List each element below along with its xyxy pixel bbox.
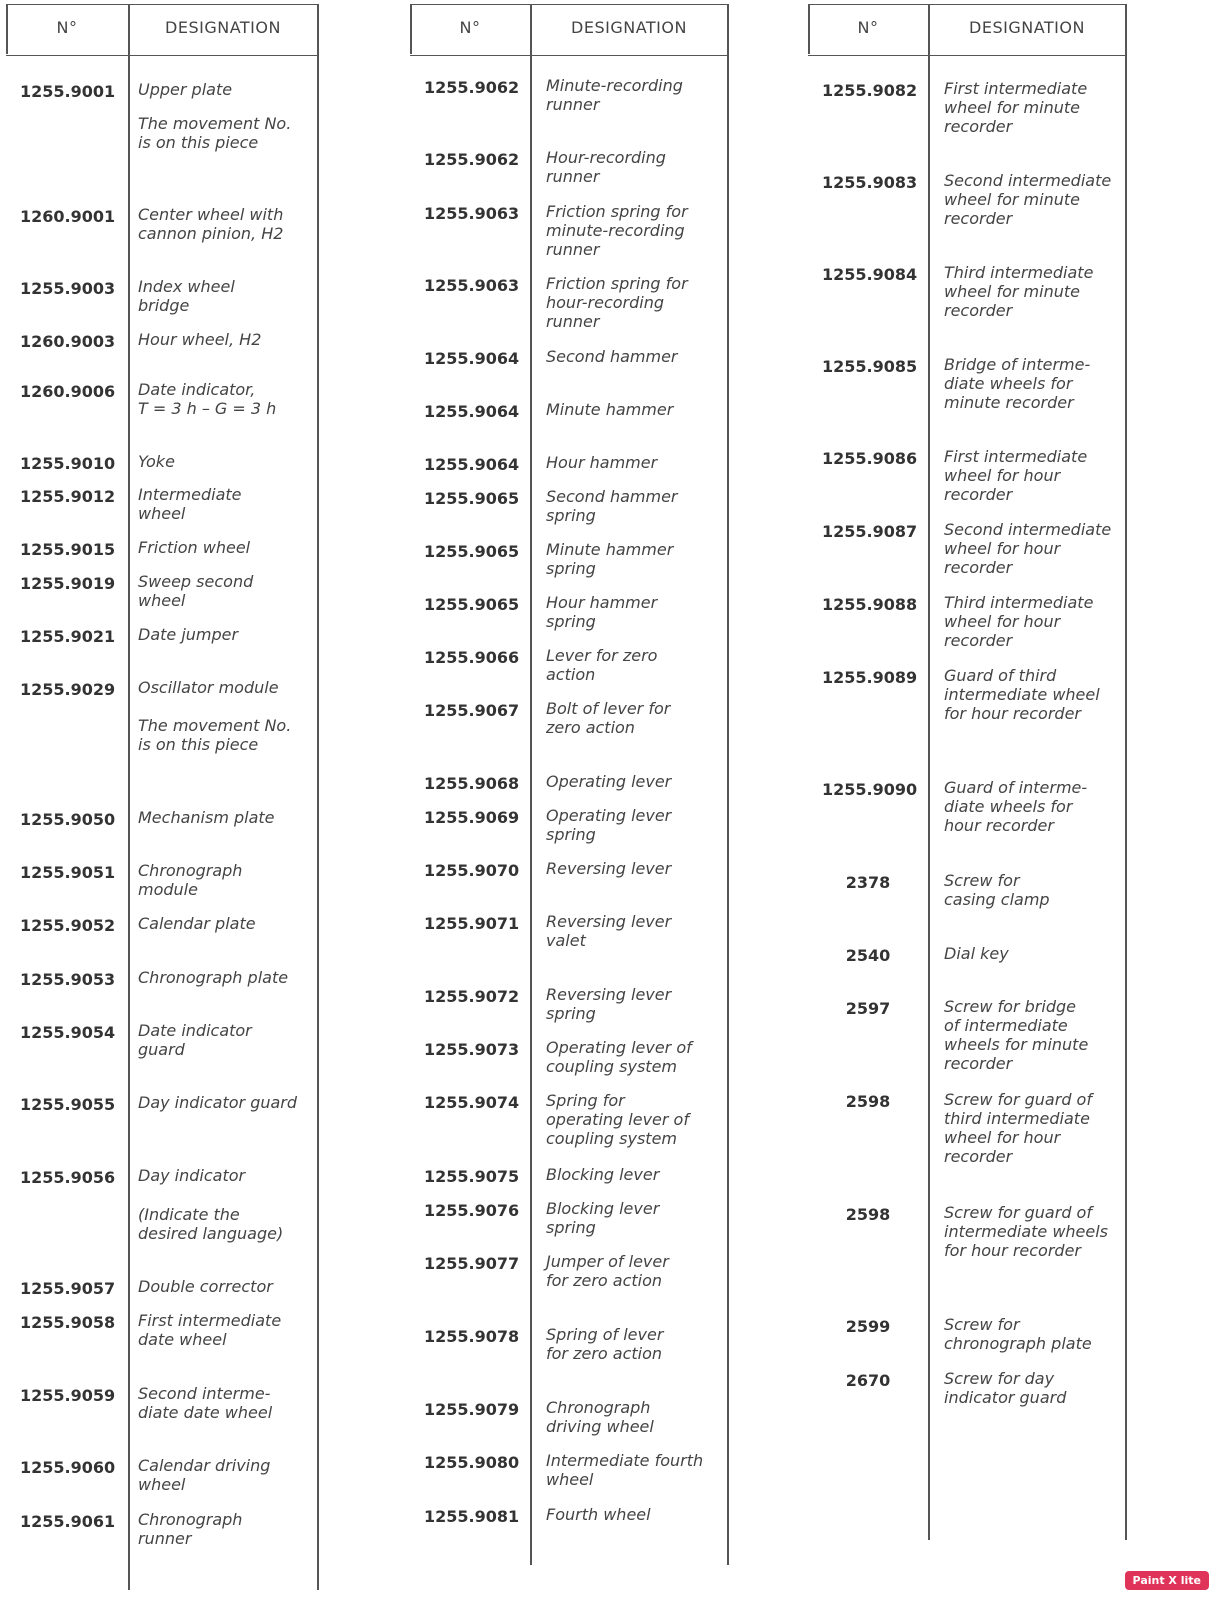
part-number: 2598 <box>845 1205 891 1224</box>
part-designation: Hour hammer spring <box>546 593 658 631</box>
parts-table-3 <box>808 4 1126 1540</box>
column-rule <box>410 4 412 54</box>
part-number: 1255.9076 <box>424 1201 520 1220</box>
part-number: 1255.9003 <box>20 279 116 298</box>
part-designation: Chronograph plate <box>138 968 289 987</box>
part-designation: Chronograph runner <box>138 1510 243 1548</box>
part-designation: Friction wheel <box>138 538 251 557</box>
part-designation: Minute hammer <box>546 400 674 419</box>
part-designation: Day indicator <box>138 1166 246 1185</box>
part-number: 1260.9003 <box>20 332 116 351</box>
column-rule <box>1125 4 1127 1540</box>
part-number: 1255.9068 <box>424 774 520 793</box>
part-designation: Intermediate fourth wheel <box>546 1451 704 1489</box>
part-designation: Minute hammer spring <box>546 540 674 578</box>
part-number: 1255.9012 <box>20 487 116 506</box>
part-designation: Guard of third intermediate wheel for hour recorder <box>944 666 1100 723</box>
part-designation: Fourth wheel <box>546 1505 651 1524</box>
part-number: 1255.9063 <box>424 204 520 223</box>
part-designation: Hour-recording runner <box>546 148 666 186</box>
part-designation: Bridge of interme- diate wheels for minute recorder <box>944 355 1091 412</box>
part-number: 1255.9066 <box>424 648 520 667</box>
part-number: 1255.9086 <box>822 449 918 468</box>
part-designation: Center wheel with cannon pinion, H2 <box>138 205 284 243</box>
part-number: 1255.9056 <box>20 1168 116 1187</box>
part-number: 1255.9090 <box>822 780 918 799</box>
column-rule <box>808 4 810 54</box>
part-designation: Bolt of lever for zero action <box>546 699 671 737</box>
part-designation: Day indicator guard <box>138 1093 298 1112</box>
part-designation: Minute-recording runner <box>546 76 683 114</box>
part-designation: Sweep second wheel <box>138 572 254 610</box>
part-designation: First intermediate wheel for hour recorder <box>944 447 1088 504</box>
part-number: 1255.9082 <box>822 81 918 100</box>
column-rule <box>928 4 930 1540</box>
part-designation: Oscillator module <box>138 678 279 697</box>
part-number: 1255.9065 <box>424 595 520 614</box>
part-designation: Jumper of lever for zero action <box>546 1252 669 1290</box>
part-designation: Reversing lever valet <box>546 912 672 950</box>
part-number: 2670 <box>845 1371 891 1390</box>
column-rule <box>6 4 8 54</box>
part-number: 1255.9054 <box>20 1023 116 1042</box>
part-number: 2598 <box>845 1092 891 1111</box>
part-designation: Spring for operating lever of coupling system <box>546 1091 689 1148</box>
part-designation: Operating lever spring <box>546 806 672 844</box>
part-designation: Guard of interme- diate wheels for hour recorder <box>944 778 1088 835</box>
part-designation: Hour hammer <box>546 453 658 472</box>
part-designation: Hour wheel, H2 <box>138 330 262 349</box>
part-number: 2540 <box>845 946 891 965</box>
part-number: 1255.9055 <box>20 1095 116 1114</box>
part-number: 1255.9077 <box>424 1254 520 1273</box>
part-number: 1255.9089 <box>822 668 918 687</box>
part-designation: Date indicator, T = 3 h – G = 3 h <box>138 380 277 418</box>
part-number: 1255.9084 <box>822 265 918 284</box>
header-no: N° <box>857 18 879 37</box>
part-number: 1255.9079 <box>424 1400 520 1419</box>
part-designation: Screw for day indicator guard <box>944 1369 1067 1407</box>
header-designation: DESIGNATION <box>165 18 281 37</box>
parts-table-1 <box>6 4 318 1590</box>
part-designation: Yoke <box>138 452 175 471</box>
part-number: 1255.9087 <box>822 522 918 541</box>
part-number: 1260.9006 <box>20 382 116 401</box>
part-designation: Third intermediate wheel for hour recorder <box>944 593 1094 650</box>
part-number: 1255.9051 <box>20 863 116 882</box>
part-number: 1255.9015 <box>20 540 116 559</box>
part-designation: Friction spring for hour-recording runner <box>546 274 688 331</box>
part-number: 1255.9065 <box>424 489 520 508</box>
part-number: 1255.9052 <box>20 916 116 935</box>
part-designation: Second interme- diate date wheel <box>138 1384 273 1422</box>
part-designation: First intermediate wheel for minute recorder <box>944 79 1088 136</box>
part-number: 1255.9050 <box>20 810 116 829</box>
part-designation: Reversing lever spring <box>546 985 672 1023</box>
part-designation: Screw for bridge of intermediate wheels for minute recorder <box>944 997 1089 1073</box>
header-no: N° <box>459 18 481 37</box>
part-designation: Calendar plate <box>138 914 256 933</box>
part-number: 1260.9001 <box>20 207 116 226</box>
part-number: 1255.9064 <box>424 455 520 474</box>
part-number: 1255.9078 <box>424 1327 520 1346</box>
part-number: 1255.9080 <box>424 1453 520 1472</box>
column-rule <box>727 4 729 1565</box>
part-designation: Date jumper <box>138 625 239 644</box>
part-number: 1255.9075 <box>424 1167 520 1186</box>
part-designation: Dial key <box>944 944 1009 963</box>
header-designation: DESIGNATION <box>571 18 687 37</box>
part-number: 1255.9072 <box>424 987 520 1006</box>
part-number: 1255.9065 <box>424 542 520 561</box>
part-designation: Index wheel bridge <box>138 277 235 315</box>
paint-x-lite-badge: Paint X lite <box>1125 1571 1209 1590</box>
part-number: 1255.9069 <box>424 808 520 827</box>
part-designation: Blocking lever spring <box>546 1199 660 1237</box>
part-number: 1255.9067 <box>424 701 520 720</box>
part-designation: Blocking lever <box>546 1165 660 1184</box>
part-number: 1255.9083 <box>822 173 918 192</box>
part-number: 1255.9062 <box>424 150 520 169</box>
part-designation: Date indicator guard <box>138 1021 252 1059</box>
part-number: 1255.9053 <box>20 970 116 989</box>
parts-table-2 <box>410 4 728 1565</box>
part-number: 1255.9060 <box>20 1458 116 1477</box>
part-number: 2597 <box>845 999 891 1018</box>
part-designation: Intermediate wheel <box>138 485 242 523</box>
part-designation: Second intermediate wheel for minute recorder <box>944 171 1112 228</box>
part-number: 2599 <box>845 1317 891 1336</box>
part-designation: Screw for chronograph plate <box>944 1315 1092 1353</box>
part-designation: Chronograph module <box>138 861 243 899</box>
part-number: 1255.9088 <box>822 595 918 614</box>
part-designation: Spring of lever for zero action <box>546 1325 664 1363</box>
column-rule <box>128 4 130 1590</box>
part-number: 1255.9063 <box>424 276 520 295</box>
part-number: 1255.9019 <box>20 574 116 593</box>
part-designation: First intermediate date wheel <box>138 1311 282 1349</box>
part-designation: The movement No. is on this piece <box>138 114 292 152</box>
part-number: 1255.9064 <box>424 402 520 421</box>
part-designation: Calendar driving wheel <box>138 1456 271 1494</box>
part-number: 1255.9062 <box>424 78 520 97</box>
part-designation: Screw for guard of third intermediate wheel for hour recorder <box>944 1090 1092 1166</box>
column-rule <box>317 4 319 1590</box>
part-number: 1255.9073 <box>424 1040 520 1059</box>
part-designation: Screw for guard of intermediate wheels for hour recorder <box>944 1203 1109 1260</box>
part-designation: Chronograph driving wheel <box>546 1398 654 1436</box>
part-designation: Lever for zero action <box>546 646 658 684</box>
part-number: 1255.9057 <box>20 1279 116 1298</box>
part-designation: Second hammer <box>546 347 678 366</box>
part-designation: Double corrector <box>138 1277 273 1296</box>
part-designation: Operating lever of coupling system <box>546 1038 692 1076</box>
part-number: 1255.9071 <box>424 914 520 933</box>
part-number: 1255.9021 <box>20 627 116 646</box>
part-number: 1255.9059 <box>20 1386 116 1405</box>
part-number: 1255.9061 <box>20 1512 116 1531</box>
header-designation: DESIGNATION <box>969 18 1085 37</box>
part-designation: (Indicate the desired language) <box>138 1205 284 1243</box>
part-number: 1255.9070 <box>424 861 520 880</box>
header-no: N° <box>56 18 78 37</box>
part-number: 2378 <box>845 873 891 892</box>
part-designation: Friction spring for minute-recording runner <box>546 202 688 259</box>
part-designation: Second intermediate wheel for hour recorder <box>944 520 1112 577</box>
part-number: 1255.9064 <box>424 349 520 368</box>
part-designation: Third intermediate wheel for minute recorder <box>944 263 1094 320</box>
part-designation: Upper plate <box>138 80 233 99</box>
part-number: 1255.9074 <box>424 1093 520 1112</box>
part-designation: Screw for casing clamp <box>944 871 1050 909</box>
part-designation: Second hammer spring <box>546 487 678 525</box>
column-rule <box>530 4 532 1565</box>
part-number: 1255.9010 <box>20 454 116 473</box>
part-designation: The movement No. is on this piece <box>138 716 292 754</box>
part-designation: Reversing lever <box>546 859 672 878</box>
part-designation: Operating lever <box>546 772 672 791</box>
part-number: 1255.9085 <box>822 357 918 376</box>
part-number: 1255.9001 <box>20 82 116 101</box>
part-number: 1255.9029 <box>20 680 116 699</box>
part-designation: Mechanism plate <box>138 808 275 827</box>
part-number: 1255.9058 <box>20 1313 116 1332</box>
part-number: 1255.9081 <box>424 1507 520 1526</box>
